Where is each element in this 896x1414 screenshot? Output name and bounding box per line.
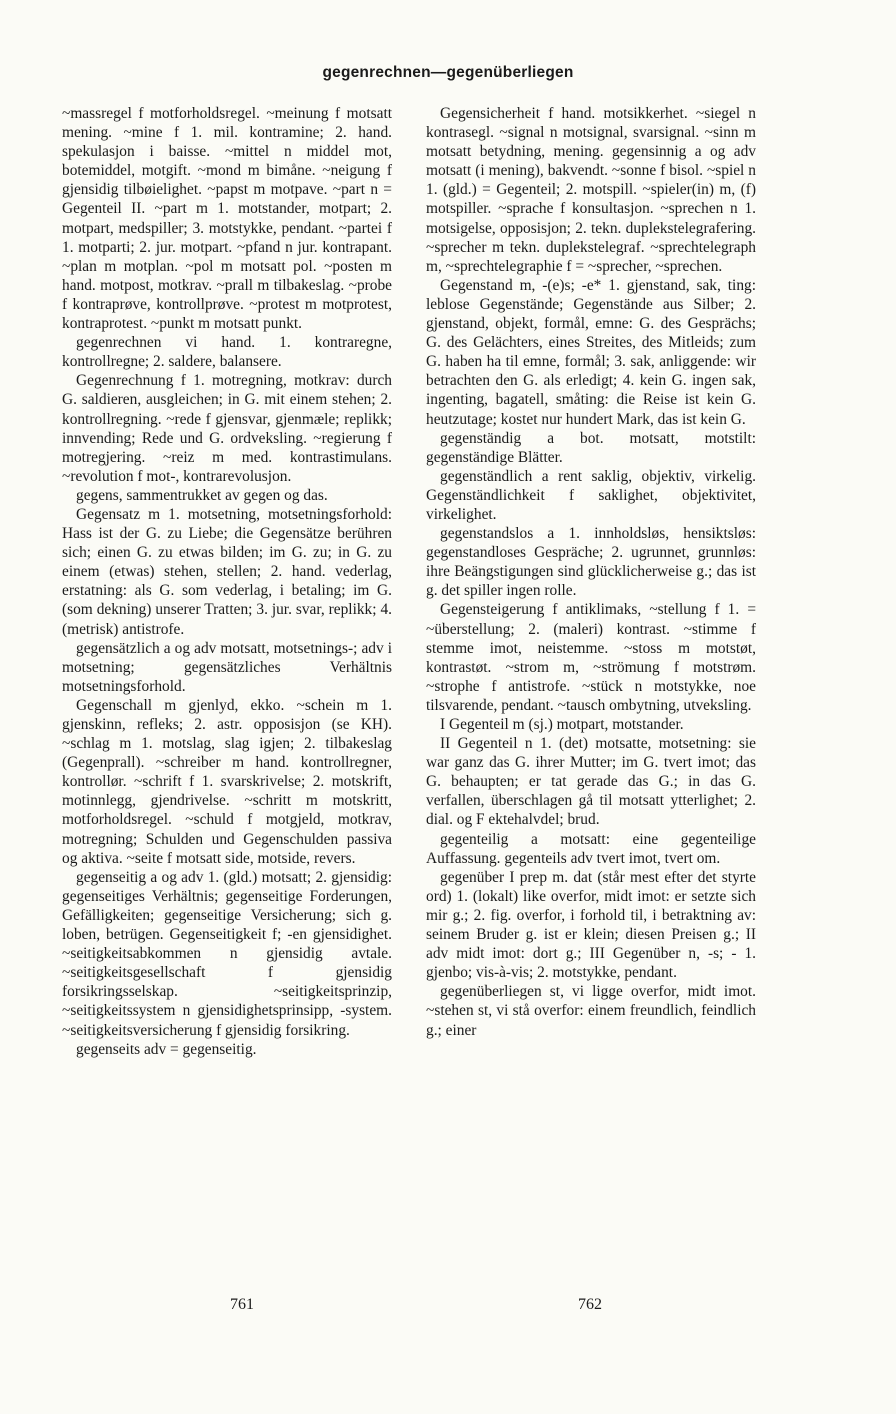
- page-number-right: 762: [578, 1296, 602, 1313]
- dictionary-entry: gegens, sammentrukket av gegen og das.: [76, 486, 328, 504]
- dictionary-entry: gegensätzlich a og adv motsatt, motsetnings-; adv i motsetning; gegensätzliches Verhältnis motsetningsforhold.: [62, 639, 392, 695]
- dictionary-entry: Gegensteigerung f antiklimaks, ~stellung f 1. = ~überstellung; 2. (maleri) kontrast. ~stimme f stemme imot, neistemme. ~stoss m motstøt, kontrastøt. ~strom m, ~strömung f motstrøm. ~strophe f antistrofe. ~stück n motstykke, noe tilsvarende, pendant. ~tausch ombytning, utveksling.: [426, 601, 756, 714]
- dictionary-entry: gegenstandslos a 1. innholdsløs, hensiktsløs: gegenstandloses Gespräche; 2. ugrunnet, grunnløs: ihre Beängstigungen sind glücklicherweise g.; das ist g. det spiller ingen rolle.: [426, 525, 756, 600]
- dictionary-entry: gegenrechnen vi hand. 1. kontraregne, kontrollregne; 2. saldere, balansere.: [62, 334, 392, 371]
- dictionary-entry: gegenüberliegen st, vi ligge overfor, midt imot. ~stehen st, vi stå overfor: einem freundlich, feindlich g.; einer: [426, 983, 756, 1039]
- dictionary-entry: gegenständig a bot. motsatt, motstilt: gegenständige Blätter.: [426, 429, 756, 466]
- left-column: [62, 104, 392, 1059]
- right-column: [426, 104, 756, 1040]
- dictionary-entry: Gegenschall m gjenlyd, ekko. ~schein m 1. gjenskinn, refleks; 2. astr. opposisjon (se KH). ~schlag m 1. motslag, slag igjen; 2. tilbakeslag (Gegenprall). ~schreiber m hand. kontrollregner, kontrollør. ~schrift f 1. svarskrivelse; 2. motskrift, motinnlegg, gjendrivelse. ~schritt m motskritt, motforholdsregel. ~schuld f motgjeld, motkrav, motregning; Schulden und Gegenschulden passiva og aktiva. ~seite f motsatt side, motside, revers.: [62, 696, 392, 867]
- dictionary-entry: gegenseits adv = gegenseitig.: [76, 1040, 257, 1058]
- dictionary-entry: gegenüber I prep m. dat (står mest efter det styrte ord) 1. (lokalt) like overfor, midt imot: er setzte sich mir g.; 2. fig. overfor, i forhold til, i betraktning av: seinem Bruder g. ist er klein; diesen Preisen g.; II adv midt imot: dort g.; III Gegenüber n, -s; - 1. gjenbo; vis-à-vis; 2. motstykke, pendant.: [426, 868, 756, 982]
- dictionary-entry: ~massregel f motforholdsregel. ~meinung f motsatt mening. ~mine f 1. mil. kontramine; 2. hand. spekulasjon i baisse. ~mittel n middel mot, botemiddel, motgift. ~mond m bimåne. ~neigung f gjensidig tilbøielighet. ~papst m motpave. ~part n = Gegenteil II. ~part m 1. motstander, motpart; 2. motpart, medspiller; 3. motstykke, pendant. ~partei f 1. motparti; 2. jur. motpart. ~pfand n jur. kontrapant. ~plan m motplan. ~pol m motsatt pol. ~posten m hand. motpost, motkrav. ~prall m tilbakeslag. ~probe f kontraprøve, kontrollprøve. ~protest m motprotest, kontraprotest. ~punkt m motsatt punkt.: [62, 105, 392, 333]
- dictionary-entry: Gegenrechnung f 1. motregning, motkrav: durch G. saldieren, ausgleichen; in G. mit einem stehen; 2. kontrollregning. ~rede f gjensvar, gjenmæle; replikk; innvending; Rede und G. ordveksling. ~regierung f motregjering. ~reiz m med. kontrastimulans. ~revolution f mot-, kontrarevolusjon.: [62, 372, 392, 485]
- dictionary-entry: Gegensicherheit f hand. motsikkerhet. ~siegel n kontrasegl. ~signal n motsignal, svarsignal. ~sinn m motsatt betydning, mening. gegensinnig a og adv motsatt (i mening), bakvendt. ~sonne f bisol. ~spiel n 1. (gld.) = Gegenteil; 2. motspill. ~spieler(in) m, (f) motspiller. ~sprache f konsultasjon. ~sprechen n 1. motsigelse, opposisjon; 2. tekn. duplekstelegrafering. ~sprecher m tekn. duplekstelegraf. ~sprechtelegraph m, ~sprechtelegraphie f = ~sprecher, ~sprechen.: [426, 105, 756, 275]
- dictionary-entry: gegenteilig a motsatt: eine gegenteilige Auffassung. gegenteils adv tvert imot, tvert om.: [426, 830, 756, 867]
- dictionary-entry: gegenseitig a og adv 1. (gld.) motsatt; 2. gjensidig: gegenseitiges Verhältnis; gegenseitige Forderungen, Gefälligkeiten; gegenseitige Versicherung; sich g. loben, betrügen. Gegenseitigkeit f; -en gjensidighet. ~seitigkeitsabkommen n gjensidig avtale. ~seitigkeitsgesellschaft f gjensidig forsikringsselskap. ~seitigkeitsprinzip, ~seitigkeitssystem n gjensidighetsprinsipp, -system. ~seitigkeitsversicherung f gjensidig forsikring.: [62, 868, 392, 1039]
- dictionary-entry: II Gegenteil n 1. (det) motsatte, motsetning: sie war ganz das G. ihrer Mutter; im G. tvert imot; das G. behaupten; er tat gerade das G.; in das G. verfallen, überschlagen gå til motsatt ytterlighet; 2. dial. og F ektehalvdel; brud.: [426, 735, 756, 829]
- dictionary-entry: Gegenstand m, -(e)s; -e* 1. gjenstand, sak, ting: leblose Gegenstände; Gegenstände aus Silber; 2. gjenstand, objekt, formål, emne: G. des Gesprächs; G. des Gelächters, eines Streites, des Mitleids; zum G. haben ha til emne, formål; 3. sak, anliggende: wir betrachten den G. als erledigt; 4. kein G. ingen sak, ingenting, bagatell, småting: die Reise ist kein G. heutzutage; kostet nur hundert Mark, das ist kein G.: [426, 276, 756, 428]
- page-number-left: 761: [230, 1296, 254, 1313]
- dictionary-entry: gegenständlich a rent saklig, objektiv, virkelig. Gegenständlichkeit f saklighet, objektivitet, virkelighet.: [426, 467, 756, 523]
- dictionary-entry: Gegensatz m 1. motsetning, motsetningsforhold: Hass ist der G. zu Liebe; die Gegensätze berühren sich; einen G. zu etwas bilden; im G. zu; in G. zu einem (etwas) stehen, stellen; 2. hand. vederlag, erstatning: als G. som vederlag, i betaling; im G. (som dekning) unserer Tratten; 3. jur. svar, replikk; 4. (metrisk) antistrofe.: [62, 505, 392, 638]
- page-header: gegenrechnen—gegenüberliegen: [322, 64, 574, 81]
- dictionary-entry: I Gegenteil m (sj.) motpart, motstander.: [440, 716, 684, 733]
